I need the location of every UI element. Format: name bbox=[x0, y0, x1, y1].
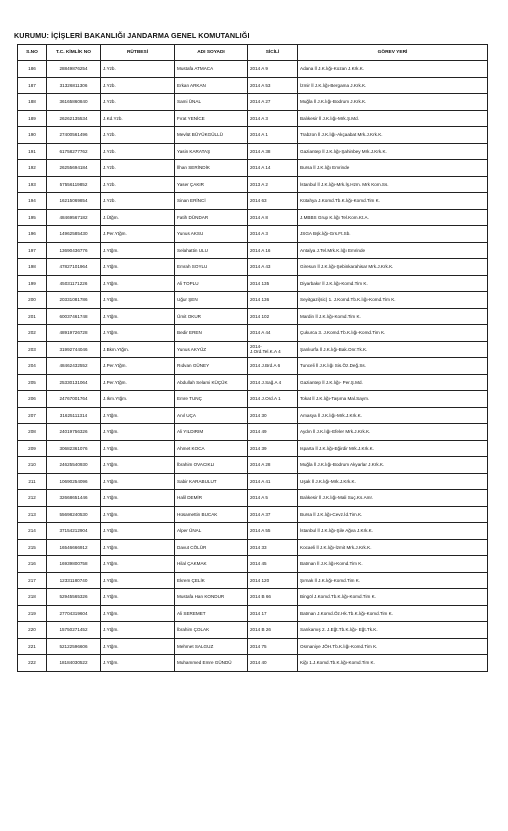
cell-name: Fırat YENİCE bbox=[175, 110, 248, 127]
column-header-rank: RÜTBESİ bbox=[101, 45, 175, 61]
cell-rank: J.Yzb. bbox=[101, 160, 175, 177]
cell-tc-no: 12331180740 bbox=[47, 572, 101, 589]
cell-name: Ahmet KOCA bbox=[175, 440, 248, 457]
table-row bbox=[18, 440, 488, 457]
cell-name: Halil DEMİR bbox=[175, 490, 248, 507]
cell-name: Mevlüt BÜYÜKGÜLLÜ bbox=[175, 127, 248, 144]
cell-sno: 196 bbox=[18, 226, 47, 243]
cell-duty-station: Bingöl J.Komd.Tb.K.lığı-Komd.Tim K. bbox=[298, 589, 488, 606]
table-row bbox=[18, 622, 488, 639]
cell-sno: 216 bbox=[18, 556, 47, 573]
page-title: KURUMU: İÇİŞLERİ BAKANLIĞI JANDARMA GENEL KOMUTANLIĞI bbox=[14, 31, 250, 40]
cell-duty-station: Kütahya J.Komd.Tb.K.lığı-Komd.Tim K. bbox=[298, 193, 488, 210]
header-row bbox=[18, 45, 488, 61]
cell-rank: J.Yzb. bbox=[101, 94, 175, 111]
cell-name: Davut CÖLÜR bbox=[175, 539, 248, 556]
cell-name: Ekrem ÇELİK bbox=[175, 572, 248, 589]
cell-rank: J.Ytğm. bbox=[101, 242, 175, 259]
cell-name: Yasin KARATAŞ bbox=[175, 143, 248, 160]
cell-registry: 2014 17 bbox=[248, 605, 298, 622]
cell-rank: J.Bkm.Ytğm. bbox=[101, 341, 175, 358]
cell-registry: 2014 A 1 bbox=[248, 127, 298, 144]
cell-rank: J.Ytğm. bbox=[101, 589, 175, 606]
cell-name: Fatih DÜNDAR bbox=[175, 209, 248, 226]
table-row bbox=[18, 94, 488, 111]
table-row bbox=[18, 605, 488, 622]
cell-name: Mustafa Han KONDUR bbox=[175, 589, 248, 606]
cell-tc-no: 20331081786 bbox=[47, 292, 101, 309]
cell-duty-station: İstanbul İl J.K.lığı-Şile Ağva J.Krk.K. bbox=[298, 523, 488, 540]
cell-sno: 186 bbox=[18, 61, 47, 78]
cell-name: İlhan SERİNDİK bbox=[175, 160, 248, 177]
cell-tc-no: 10690254096 bbox=[47, 473, 101, 490]
cell-rank: J.Yzb. bbox=[101, 127, 175, 144]
cell-sno: 202 bbox=[18, 325, 47, 342]
table-row bbox=[18, 110, 488, 127]
cell-duty-station: J.MBBS Grup K.lığı Tel.Kom.Kt.A. bbox=[298, 209, 488, 226]
cell-duty-station: Tokat İl J.K.lığı-Taşıma Mal.Saym. bbox=[298, 391, 488, 408]
table-row bbox=[18, 374, 488, 391]
cell-registry: 2014 A 9 bbox=[248, 61, 298, 78]
cell-name: Ali TOPLU bbox=[175, 275, 248, 292]
table-row bbox=[18, 457, 488, 474]
cell-sno: 208 bbox=[18, 424, 47, 441]
cell-duty-station: Şırnak İl J.K.lığı-Komd.Tim K. bbox=[298, 572, 488, 589]
table-row bbox=[18, 242, 488, 259]
table-row bbox=[18, 259, 488, 276]
cell-name: Yaser ÇAKIR bbox=[175, 176, 248, 193]
cell-sno: 200 bbox=[18, 292, 47, 309]
cell-name: Sinan ERİNCİ bbox=[175, 193, 248, 210]
cell-sno: 217 bbox=[18, 572, 47, 589]
column-header-registry: SİCİLİ bbox=[248, 45, 298, 61]
cell-sno: 219 bbox=[18, 605, 47, 622]
cell-duty-station: Mardin İl J.K.lığı-Komd.Tim K. bbox=[298, 308, 488, 325]
cell-sno: 198 bbox=[18, 259, 47, 276]
cell-rank: J.Yzb. bbox=[101, 193, 175, 210]
cell-tc-no: 52945565326 bbox=[47, 589, 101, 606]
cell-name: İbrahim OVACIKLI bbox=[175, 457, 248, 474]
cell-tc-no: 61758277762 bbox=[47, 143, 101, 160]
table-row bbox=[18, 127, 488, 144]
column-header-duty-station: GÖREV YERİ bbox=[298, 45, 488, 61]
cell-name: Abdullah Selami KÜÇÜK bbox=[175, 374, 248, 391]
table-row bbox=[18, 160, 488, 177]
cell-name: Yunus AKSU bbox=[175, 226, 248, 243]
cell-duty-station: Tunceli İl J.K.lığı Sis.Öz.Değ.Ss. bbox=[298, 358, 488, 375]
cell-duty-station: Bursa İl J.K.lığı-Cevz.İd.Tim.K. bbox=[298, 506, 488, 523]
cell-registry: 2014- J.Ord.Tel.K.A 4 bbox=[248, 341, 298, 358]
cell-name: Erkan ARKAN bbox=[175, 77, 248, 94]
cell-duty-station: Seyitgazi(sic) 1. J.Komd.Tb.K.lığı-Komd.Tim K. bbox=[298, 292, 488, 309]
cell-rank: J.Per.Ytğm. bbox=[101, 358, 175, 375]
cell-sno: 206 bbox=[18, 391, 47, 408]
cell-sno: 211 bbox=[18, 473, 47, 490]
cell-tc-no: 26262135534 bbox=[47, 110, 101, 127]
cell-tc-no: 14962585430 bbox=[47, 226, 101, 243]
cell-name: Mustafa ATMACA bbox=[175, 61, 248, 78]
table-body bbox=[18, 61, 488, 672]
table-row bbox=[18, 77, 488, 94]
cell-tc-no: 48462432552 bbox=[47, 358, 101, 375]
cell-name: Selahattin ULU bbox=[175, 242, 248, 259]
cell-registry: 2014 A 8 bbox=[248, 209, 298, 226]
cell-rank: J.Ytğm. bbox=[101, 308, 175, 325]
table-row bbox=[18, 473, 488, 490]
cell-sno: 204 bbox=[18, 358, 47, 375]
cell-registry: 2014 102 bbox=[248, 308, 298, 325]
cell-registry: 2014 B 26 bbox=[248, 622, 298, 639]
cell-tc-no: 26255694184 bbox=[47, 160, 101, 177]
cell-duty-station: Amasya İl J.K.lığı-Mrk.J.Krk.K. bbox=[298, 407, 488, 424]
cell-rank: J.Ytğm. bbox=[101, 539, 175, 556]
table-row bbox=[18, 292, 488, 309]
cell-duty-station: Kocaeli İl J.K.lığı-İzmit Mrk.J.Krk.K. bbox=[298, 539, 488, 556]
cell-registry: 2014 B 66 bbox=[248, 589, 298, 606]
cell-name: Emrah SOYLU bbox=[175, 259, 248, 276]
cell-tc-no: 24625540930 bbox=[47, 457, 101, 474]
cell-name: Hilal ÇAKMAK bbox=[175, 556, 248, 573]
cell-tc-no: 52122596606 bbox=[47, 638, 101, 655]
cell-duty-station: Muğla İl J.K.lığı-Bodrum Akyarlar J.Krk.K. bbox=[298, 457, 488, 474]
cell-duty-station: Diyarbakır İl J.K.lığı-Komd.Tim K. bbox=[298, 275, 488, 292]
table-row bbox=[18, 539, 488, 556]
cell-name: Sami ÜNAL bbox=[175, 94, 248, 111]
cell-sno: 220 bbox=[18, 622, 47, 639]
cell-rank: J.Yzb. bbox=[101, 176, 175, 193]
cell-name: İbrahim ÇOLAK bbox=[175, 622, 248, 639]
cell-registry: 2014 A 5 bbox=[248, 490, 298, 507]
cell-registry: 2014 45 bbox=[248, 556, 298, 573]
cell-registry: 2014 49 bbox=[248, 424, 298, 441]
cell-registry: 2014 A 14 bbox=[248, 160, 298, 177]
table-row bbox=[18, 226, 488, 243]
cell-rank: J.Ytğm. bbox=[101, 572, 175, 589]
cell-sno: 192 bbox=[18, 160, 47, 177]
cell-rank: J.Ytğm. bbox=[101, 523, 175, 540]
cell-rank: J.Ytğm. bbox=[101, 605, 175, 622]
table-row bbox=[18, 193, 488, 210]
cell-tc-no: 55698240530 bbox=[47, 506, 101, 523]
cell-registry: 2013 A 2 bbox=[248, 176, 298, 193]
cell-name: Anıl UÇA bbox=[175, 407, 248, 424]
cell-registry: 2014 A 3 bbox=[248, 226, 298, 243]
cell-rank: J.Ytğm. bbox=[101, 638, 175, 655]
cell-sno: 191 bbox=[18, 143, 47, 160]
cell-rank: J.Ikm.Ytğm. bbox=[101, 391, 175, 408]
cell-name: Ali SEREMET bbox=[175, 605, 248, 622]
cell-tc-no: 16215069854 bbox=[47, 193, 101, 210]
table-row bbox=[18, 407, 488, 424]
cell-tc-no: 24019756326 bbox=[47, 424, 101, 441]
cell-name: Mehmet SALGUZ bbox=[175, 638, 248, 655]
cell-duty-station: Şanlıurfa İl J.K.lığı-Bak.Onr.Tk.K. bbox=[298, 341, 488, 358]
cell-duty-station: Isparta İl J.K.lığı-Eğirdir Mrk.J.Krk.K. bbox=[298, 440, 488, 457]
cell-sno: 187 bbox=[18, 77, 47, 94]
personnel-table bbox=[17, 44, 488, 672]
cell-tc-no: 48919726728 bbox=[47, 325, 101, 342]
cell-tc-no: 15750271452 bbox=[47, 622, 101, 639]
cell-registry: 2014 40 bbox=[248, 655, 298, 672]
cell-rank: J.Ytğm. bbox=[101, 473, 175, 490]
cell-duty-station: İzmir İl J.K.lığı-Bergama J.Krk.K. bbox=[298, 77, 488, 94]
cell-sno: 205 bbox=[18, 374, 47, 391]
table-row bbox=[18, 341, 488, 358]
cell-tc-no: 24767001764 bbox=[47, 391, 101, 408]
cell-rank: J.Ytğm. bbox=[101, 407, 175, 424]
cell-name: Rıdvan GÜNEY bbox=[175, 358, 248, 375]
cell-tc-no: 31326811306 bbox=[47, 77, 101, 94]
table-row bbox=[18, 556, 488, 573]
cell-registry: 2014 63 bbox=[248, 193, 298, 210]
table-row bbox=[18, 506, 488, 523]
cell-rank: J.Yzb. bbox=[101, 61, 175, 78]
cell-rank: J.Ytğm. bbox=[101, 325, 175, 342]
cell-rank: J.Ytğm. bbox=[101, 292, 175, 309]
cell-registry: 2014 A 55 bbox=[248, 523, 298, 540]
cell-tc-no: 57556119852 bbox=[47, 176, 101, 193]
table-row bbox=[18, 275, 488, 292]
cell-registry: 2014 39 bbox=[248, 440, 298, 457]
table-row bbox=[18, 209, 488, 226]
cell-duty-station: Batman J.Komd.Öz.Hk.Tb.K.lığı-Komd.Tim K. bbox=[298, 605, 488, 622]
cell-registry: 2014 30 bbox=[248, 407, 298, 424]
table-row bbox=[18, 176, 488, 193]
cell-tc-no: 31625111314 bbox=[47, 407, 101, 424]
cell-registry: 2014 A 41 bbox=[248, 473, 298, 490]
column-header-sno: S.NO bbox=[18, 45, 47, 61]
cell-tc-no: 28849876254 bbox=[47, 61, 101, 78]
table-row bbox=[18, 490, 488, 507]
cell-registry: 2014 A 43 bbox=[248, 259, 298, 276]
cell-rank: J.Ütğm. bbox=[101, 209, 175, 226]
cell-tc-no: 25330131064 bbox=[47, 374, 101, 391]
cell-duty-station: Bursa İl J.K.lığı Emrinde bbox=[298, 160, 488, 177]
cell-duty-station: Balıkesir İl J.K.lığı-Mrk.Ş.Md. bbox=[298, 110, 488, 127]
cell-sno: 210 bbox=[18, 457, 47, 474]
cell-sno: 203 bbox=[18, 341, 47, 358]
cell-tc-no: 45031171226 bbox=[47, 275, 101, 292]
cell-registry: 2014 J.Brd.A 6 bbox=[248, 358, 298, 375]
cell-tc-no: 48469567182 bbox=[47, 209, 101, 226]
cell-rank: J.Kd.Yzb. bbox=[101, 110, 175, 127]
cell-registry: 2014 A 44 bbox=[248, 325, 298, 342]
table-row bbox=[18, 655, 488, 672]
cell-name: Ali YILDIRIM bbox=[175, 424, 248, 441]
cell-duty-station: Uşak İl J.K.lığı-Mrk.J.Krk.K. bbox=[298, 473, 488, 490]
cell-rank: J.Per.Ytğm. bbox=[101, 374, 175, 391]
cell-duty-station: Trabzon İl J.K.lığı-Akçaabat Mrk.J.Krk.K. bbox=[298, 127, 488, 144]
cell-tc-no: 36165860840 bbox=[47, 94, 101, 111]
cell-sno: 222 bbox=[18, 655, 47, 672]
column-header-tc-no: T.C. KİMLİK NO bbox=[47, 45, 101, 61]
cell-sno: 189 bbox=[18, 110, 47, 127]
table-row bbox=[18, 308, 488, 325]
table-row bbox=[18, 61, 488, 78]
cell-registry: 2014 120 bbox=[248, 572, 298, 589]
cell-duty-station: İstanbul İl J.K.lığı-Mrk.İş.Hzm. Mrk Kom.Ss. bbox=[298, 176, 488, 193]
cell-duty-station: Antalya J.Tel.Mrk.K.lığı Emrinde bbox=[298, 242, 488, 259]
cell-duty-station: Balıkesir İl J.K.lığı-Mali Suç.Ks.Amr. bbox=[298, 490, 488, 507]
cell-rank: J.Yzb. bbox=[101, 143, 175, 160]
cell-tc-no: 16546666912 bbox=[47, 539, 101, 556]
table-row bbox=[18, 589, 488, 606]
cell-rank: J.Ytğm. bbox=[101, 275, 175, 292]
cell-registry: 2014 135 bbox=[248, 275, 298, 292]
cell-duty-station: Muğla İl J.K.lığı-Bodrum J.Krk.K. bbox=[298, 94, 488, 111]
cell-registry: 2014 136 bbox=[248, 292, 298, 309]
cell-tc-no: 16939800758 bbox=[47, 556, 101, 573]
cell-tc-no: 27400561496 bbox=[47, 127, 101, 144]
cell-name: Uğur ŞEN bbox=[175, 292, 248, 309]
cell-tc-no: 60037461748 bbox=[47, 308, 101, 325]
cell-sno: 221 bbox=[18, 638, 47, 655]
cell-registry: 2014 J.Ord.A 1 bbox=[248, 391, 298, 408]
cell-registry: 2014 A 38 bbox=[248, 143, 298, 160]
cell-sno: 212 bbox=[18, 490, 47, 507]
cell-tc-no: 37154212904 bbox=[47, 523, 101, 540]
cell-tc-no: 32668651446 bbox=[47, 490, 101, 507]
cell-duty-station: Kiğı 1.J.Komd.Tb.K.lığı-Komd.Tim K. bbox=[298, 655, 488, 672]
cell-rank: J.Per.Ytğm. bbox=[101, 226, 175, 243]
table-row bbox=[18, 638, 488, 655]
table-row bbox=[18, 391, 488, 408]
cell-tc-no: 47827101964 bbox=[47, 259, 101, 276]
cell-rank: J.Ytğm. bbox=[101, 259, 175, 276]
cell-name: Sabir KARABULUT bbox=[175, 473, 248, 490]
table-row bbox=[18, 143, 488, 160]
cell-name: Ümit OKUR bbox=[175, 308, 248, 325]
cell-tc-no: 31992744046 bbox=[47, 341, 101, 358]
cell-registry: 2014 A 27 bbox=[248, 94, 298, 111]
cell-sno: 209 bbox=[18, 440, 47, 457]
cell-name: Alper ÜNAL bbox=[175, 523, 248, 540]
cell-sno: 194 bbox=[18, 193, 47, 210]
cell-sno: 197 bbox=[18, 242, 47, 259]
column-header-name: ADI SOYADI bbox=[175, 45, 248, 61]
cell-registry: 2014 A 53 bbox=[248, 77, 298, 94]
cell-sno: 218 bbox=[18, 589, 47, 606]
cell-name: Bedir EREN bbox=[175, 325, 248, 342]
table-row bbox=[18, 325, 488, 342]
cell-rank: J.Ytğm. bbox=[101, 440, 175, 457]
cell-sno: 214 bbox=[18, 523, 47, 540]
cell-sno: 193 bbox=[18, 176, 47, 193]
cell-registry: 2014 A 16 bbox=[248, 242, 298, 259]
table-row bbox=[18, 424, 488, 441]
cell-sno: 190 bbox=[18, 127, 47, 144]
cell-duty-station: Batman İl J.K.lığı-Komd.Tim K. bbox=[298, 556, 488, 573]
cell-sno: 188 bbox=[18, 94, 47, 111]
cell-sno: 199 bbox=[18, 275, 47, 292]
cell-sno: 195 bbox=[18, 209, 47, 226]
cell-duty-station: Aydın İl J.K.lığı-Efeler Mrk.J.Krk.K. bbox=[298, 424, 488, 441]
cell-rank: J.Ytğm. bbox=[101, 556, 175, 573]
cell-tc-no: 27704319604 bbox=[47, 605, 101, 622]
cell-name: Muhammed Emre GÜNDÜ bbox=[175, 655, 248, 672]
cell-sno: 201 bbox=[18, 308, 47, 325]
cell-rank: J.Ytğm. bbox=[101, 490, 175, 507]
cell-registry: 2014 J.Sağ.A 4 bbox=[248, 374, 298, 391]
cell-sno: 213 bbox=[18, 506, 47, 523]
cell-registry: 2014 A 28 bbox=[248, 457, 298, 474]
cell-duty-station: Gaziantep İl J.K.lığı- Per.Ş.Md. bbox=[298, 374, 488, 391]
cell-rank: J.Ytğm. bbox=[101, 457, 175, 474]
table-row bbox=[18, 358, 488, 375]
cell-registry: 2014 A 3 bbox=[248, 110, 298, 127]
cell-rank: J.Ytğm. bbox=[101, 655, 175, 672]
cell-sno: 215 bbox=[18, 539, 47, 556]
cell-duty-station: Giresun İl J.K.lığı-Şebinkarahisar Mrk.J.Krk.K. bbox=[298, 259, 488, 276]
cell-duty-station: Adana İl J.K.lığı-Kozan J.Krk.K. bbox=[298, 61, 488, 78]
cell-rank: J.Ytğm. bbox=[101, 506, 175, 523]
cell-rank: J.Yzb. bbox=[101, 77, 175, 94]
cell-tc-no: 18184030522 bbox=[47, 655, 101, 672]
table-row bbox=[18, 523, 488, 540]
cell-name: Hüsamettin BUCAK bbox=[175, 506, 248, 523]
cell-duty-station: Gaziantep İl J.K.lığı-Şahinbey Mrk.J.Krk.K. bbox=[298, 143, 488, 160]
cell-name: Emre TUNÇ bbox=[175, 391, 248, 408]
cell-rank: J.Ytğm. bbox=[101, 622, 175, 639]
cell-rank: J.Ytğm. bbox=[101, 424, 175, 441]
cell-sno: 207 bbox=[18, 407, 47, 424]
cell-tc-no: 13690436776 bbox=[47, 242, 101, 259]
table-row bbox=[18, 572, 488, 589]
cell-duty-station: Çukurca 3. J.Komd.Tb.K.lığı-Komd.Tim K. bbox=[298, 325, 488, 342]
cell-registry: 2014 75 bbox=[248, 638, 298, 655]
cell-duty-station: Sarıkamış 2. J.Eğt.Tb.K.lığı- Eğt.Tk.K. bbox=[298, 622, 488, 639]
cell-duty-station: Osmaniye JÖH.Tb.K.lığı-Komd.Tim K. bbox=[298, 638, 488, 655]
cell-name: Yunus AKYÜZ bbox=[175, 341, 248, 358]
cell-registry: 2014 33 bbox=[248, 539, 298, 556]
table-header bbox=[18, 45, 488, 61]
cell-tc-no: 30682361076 bbox=[47, 440, 101, 457]
cell-duty-station: JSGA Bşk.lığı-Grs.Ft.Sb. bbox=[298, 226, 488, 243]
cell-registry: 2014 A 37 bbox=[248, 506, 298, 523]
